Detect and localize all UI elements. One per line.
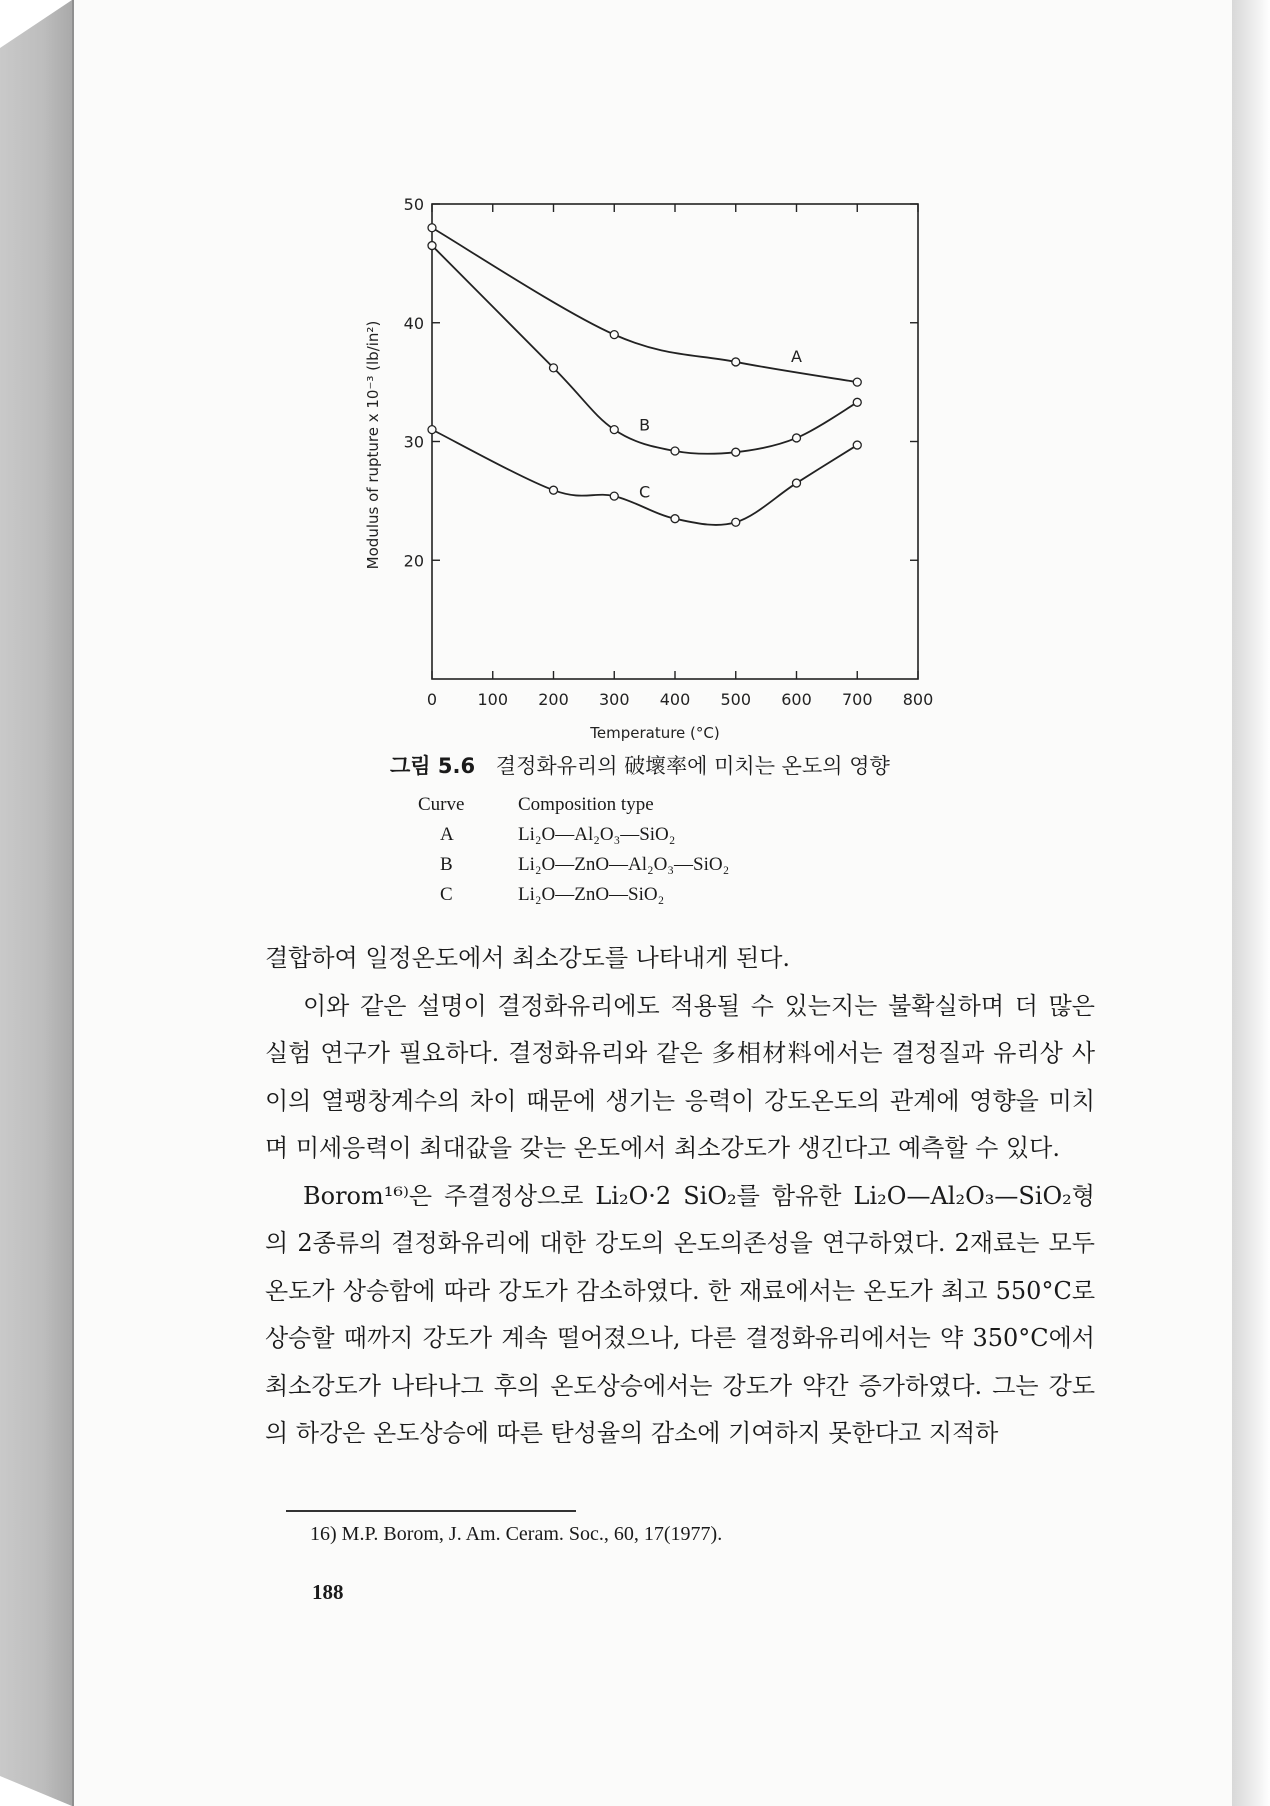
data-point-C (853, 441, 861, 449)
plot-frame (432, 204, 918, 679)
legend-row (418, 880, 729, 910)
x-tick-label: 200 (538, 690, 569, 709)
x-tick-label: 500 (720, 690, 752, 709)
legend-row (418, 850, 729, 880)
data-point-B (853, 398, 861, 406)
paragraph: 결합하여 일정온도에서 최소강도를 나타내게 된다. (265, 944, 791, 972)
x-tick-label: 0 (426, 690, 438, 709)
series-label-A: A (791, 347, 802, 367)
legend-curve: B (440, 854, 453, 875)
series-label-C: C (639, 482, 651, 502)
x-axis-label: Temperature (°C) (590, 724, 720, 742)
legend-header-curve: Curve (418, 794, 465, 815)
legend-composition: Li₂O—ZnO—Al₂O₃—SiO₂ (518, 854, 730, 875)
y-tick-label: 40 (403, 313, 424, 333)
legend-composition: Li₂O—Al₂O₃—SiO₂ (518, 824, 676, 845)
legend-composition: Li₂O—ZnO—SiO₂ (518, 884, 665, 905)
series-label-B: B (639, 415, 651, 435)
data-point-A (428, 224, 436, 232)
spine-top-corner (0, 0, 72, 48)
legend-header-type: Composition type (518, 794, 654, 815)
body-text (265, 935, 1095, 1458)
x-tick-label: 300 (598, 690, 630, 709)
data-point-B (550, 364, 558, 372)
figure-caption-text: 결정화유리의 破壞率에 미치는 온도의 영향 (495, 754, 890, 778)
line-chart (340, 185, 1000, 745)
legend-header (418, 790, 729, 820)
page-edge-shadow (1232, 0, 1270, 1806)
legend-curve: A (440, 824, 454, 845)
data-point-C (428, 426, 436, 434)
book-spine (0, 0, 72, 1806)
footnote-divider (286, 1510, 576, 1512)
x-tick-label: 700 (841, 690, 873, 709)
composition-legend (418, 790, 729, 910)
paragraph: 이와 같은 설명이 결정화유리에도 적용될 수 있는지는 불확실하며 더 많은 실험 연구가 필요하다. 결정화유리와 같은 多相材料에서는 결정질과 유리상 사이의 열팽창계수의 차이 때문에 생기는 응력이 강도온도의 관계에 영향을 미치며 미세응력이 최대값을 갖는 온도에서 최소강도가 생긴다고 예측할 수 있다. (265, 991, 1095, 1162)
data-point-B (428, 242, 436, 250)
page-number: 188 (312, 1580, 344, 1604)
y-axis-label: Modulus of rupture x 10⁻³ (lb/in²) (364, 320, 382, 570)
data-point-A (853, 378, 861, 386)
data-point-A (610, 331, 618, 339)
y-tick-label: 50 (403, 195, 424, 214)
x-tick-label: 600 (781, 690, 812, 709)
x-tick-label: 800 (902, 690, 934, 709)
data-point-C (550, 486, 558, 494)
legend-row (418, 820, 729, 850)
data-point-C (610, 492, 618, 500)
y-tick-label: 20 (403, 551, 424, 571)
x-tick-label: 400 (659, 690, 691, 709)
paragraph: Borom¹⁶⁾은 주결정상으로 Li₂O·2 SiO₂를 함유한 Li₂O—Al₂O₃—SiO₂형의 2종류의 결정화유리에 대한 강도의 온도의존성을 연구하였다. 2재료는 모두 온도가 상승함에 따라 강도가 감소하였다. 한 재료에서는 온도가 최고 550°C로 상승할 때까지 강도가 계속 떨어졌으나, 다른 결정화유리에서는 약 350°C에서 최소강도가 나타나그 후의 온도상승에서는 강도가 약간 증가하였다. 그는 강도의 하강은 온도상승에 따른 탄성율의 감소에 기여하지 못한다고 지적하 (265, 1181, 1095, 1447)
data-point-C (671, 515, 679, 523)
data-point-B (671, 447, 679, 455)
figure-caption (390, 750, 890, 780)
legend-curve: C (440, 884, 453, 905)
data-point-B (793, 434, 801, 442)
x-tick-label: 100 (477, 690, 509, 709)
data-point-C (732, 518, 740, 526)
data-point-C (793, 479, 801, 487)
figure-number: 그림 5.6 (390, 754, 476, 778)
data-point-B (732, 448, 740, 456)
y-tick-label: 30 (403, 432, 424, 452)
figure-temperature-strength (340, 185, 1000, 745)
spine-bottom-corner (0, 1776, 72, 1806)
data-point-A (732, 358, 740, 366)
data-point-B (610, 426, 618, 434)
footnote: 16) M.P. Borom, J. Am. Ceram. Soc., 60, 17(1977). (310, 1523, 723, 1545)
